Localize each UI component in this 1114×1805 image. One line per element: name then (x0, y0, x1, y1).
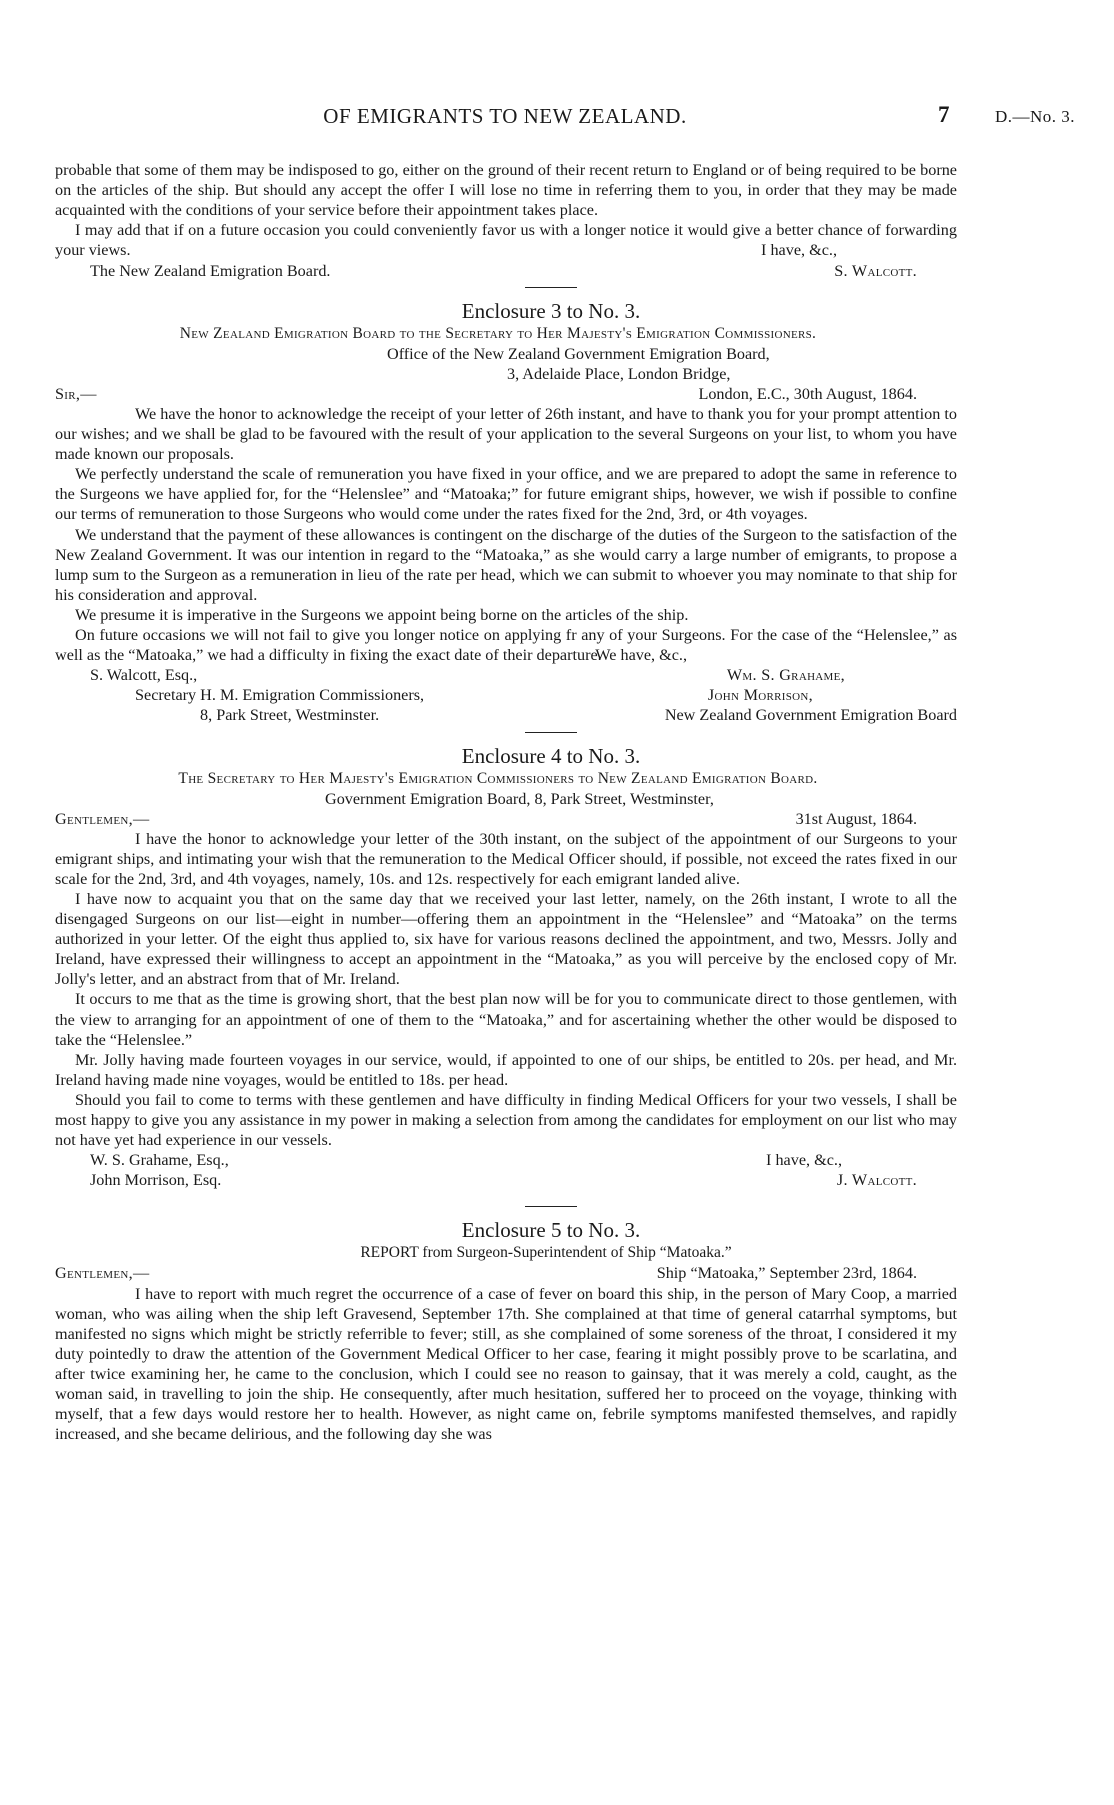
enclosure-3-address-1: Office of the New Zealand Government Emigration Board, (387, 344, 770, 363)
enclosure-3-signature-row-3 (55, 705, 957, 725)
enclosure-3-paragraph-3: We understand that the payment of these allowances is contingent on the discharge of the duties of the Surgeon to the satisfaction of the New Zealand Government. It was our intention in regard to the “Matoaka,” as she would carry a large number of emigrants, to propose a lump sum to the Surgeon as a remuneration in lieu of the rate per head, which we can submit to whoever you may nominate to that ship for his consideration and approval. (55, 525, 957, 604)
enclosure-5-salutation: Gentlemen,— (55, 1264, 150, 1283)
page-number: 7 (938, 102, 950, 127)
enclosure-4-address-1: Government Emigration Board, 8, Park Street, Westminster, (325, 789, 714, 808)
enclosure-3-signatory-2: John Morrison, (707, 686, 813, 705)
enclosure-4-recipient-2: John Morrison, Esq. (90, 1171, 222, 1190)
enclosure-3-subtitle: New Zealand Emigration Board to the Secretary to Her Majesty's Emigration Commissioners. (179, 324, 817, 342)
intro-paragraph-1: probable that some of them may be indisposed to go, either on the ground of their recent return to England or of being required to be borne on the articles of the ship. But should any accept the offer I will lose no time in referring them to you, in order that they may be made acquainted with the conditions of your service before their appointment takes place. (55, 161, 957, 220)
intro-paragraph-2: I may add that if on a future occasion you could conveniently favor us with a longer notice it would give a better chance of forwarding your views. (55, 221, 957, 260)
document-body (55, 160, 957, 1444)
enclosure-3-signature-row-1 (55, 665, 957, 685)
enclosure-3-paragraph-2: We perfectly understand the scale of remuneration you have fixed in your office, and we are prepared to adopt the same in reference to the Surgeons we have applied for, for the “Helenslee” and “Matoaka;” for future emigrant ships, however, we wish if possible to confine our terms of remuneration to those Surgeons who would come under the rates fixed for the 2nd, 3rd, or 4th voyages. (55, 465, 957, 524)
document-reference: D.—No. 3. (995, 107, 1076, 126)
enclosure-3-closing: We have, &c., (595, 646, 687, 665)
enclosure-3-title: Enclosure 3 to No. 3. (461, 298, 641, 323)
enclosure-5-subtitle: REPORT from Surgeon-Superintendent of Ship “Matoaka.” (360, 1244, 732, 1262)
enclosure-4-subtitle: The Secretary to Her Majesty's Emigration Commissioners to New Zealand Emigration Board. (178, 769, 818, 787)
enclosure-3-paragraph-5: On future occasions we will not fail to give you longer notice on applying fr any of your Surgeons. For the case of the “Helenslee,” as well as the “Matoaka,” we had a difficulty in fixing the exact date of their departure. (55, 625, 957, 665)
enclosure-3-paragraph-1: We have the honor to acknowledge the receipt of your letter of 26th instant, and have to thank you for your prompt attention to our wishes; and we shall be glad to be favoured with the result of your application to the several Surgeons on your list, to whom you have made known our proposals. (55, 404, 957, 464)
enclosure-3-date: London, E.C., 30th August, 1864. (698, 384, 917, 403)
enclosure-5-title: Enclosure 5 to No. 3. (461, 1218, 641, 1243)
enclosure-3-address-2: 3, Adelaide Place, London Bridge, (507, 364, 731, 383)
enclosure-4-signature-row-2 (55, 1170, 957, 1190)
enclosure-3-signatory-3: New Zealand Government Emigration Board (664, 706, 957, 725)
enclosure-4-signature-row-1 (55, 1150, 957, 1170)
intro-closing-row (55, 240, 957, 260)
enclosure-3-paragraph-4: We presume it is imperative in the Surgeons we appoint being borne on the articles of the ship. (75, 605, 689, 624)
intro-signature: S. Walcott. (834, 261, 917, 280)
enclosure-5-salutation-row (55, 1263, 957, 1283)
enclosure-3-salutation: Sir,— (55, 384, 97, 403)
enclosure-4-closing: I have, &c., (766, 1151, 842, 1170)
enclosure-4-salutation: Gentlemen,— (55, 809, 150, 828)
section-divider (525, 1206, 577, 1207)
enclosure-3-salutation-row (55, 384, 957, 404)
enclosure-4-paragraph-5: Should you fail to come to terms with these gentlemen and have difficulty in finding Medical Officers for your two vessels, I shall be most happy to give you any assistance in my power in making a selection from among the candidates for employment on our list who may not have yet had experience in our vessels. (55, 1090, 957, 1150)
intro-addressee: The New Zealand Emigration Board. (90, 261, 331, 280)
enclosure-4-title: Enclosure 4 to No. 3. (461, 743, 641, 768)
enclosure-4-recipient-1: W. S. Grahame, Esq., (90, 1151, 229, 1170)
intro-signature-row (55, 261, 957, 281)
enclosure-4-date: 31st August, 1864. (795, 809, 917, 828)
section-divider (525, 287, 577, 288)
enclosure-4-salutation-row (55, 809, 957, 829)
enclosure-3-signature-row-2 (55, 685, 957, 705)
enclosure-5-paragraph-1: I have to report with much regret the occurrence of a case of fever on board this ship, in the person of Mary Coop, a married woman, who was ailing when the ship left Gravesend, September 17th. She complained at that time of general catarrhal symptoms, but manifested no signs which might be strictly referrible to fever; still, as she complained of some soreness of the throat, I considered it my duty pointedly to draw the attention of the Government Medical Officer to her case, fearing it might possibly prove to be scarlatina, and after twice examining her, he came to the conclusion, which I could see no reason to gainsay, that it was merely a cold, caught, as the woman said, in travelling to join the ship. He consequently, after much hesitation, suffered her to proceed on the voyage, thinking with myself, that a few days would restore her to health. However, as night came on, febrile symptoms manifested themselves, and rapidly increased, and she became delirious, and the following day she was (55, 1284, 957, 1444)
enclosure-4-paragraph-3: It occurs to me that as the time is growing short, that the best plan now will be for you to communicate direct to those gentlemen, with the view to arranging for an appointment of one of them to the “Matoaka,” and for ascertaining whether the other would be disposed to take the “Helenslee.” (55, 990, 957, 1049)
enclosure-5-date: Ship “Matoaka,” September 23rd, 1864. (656, 1264, 917, 1283)
enclosure-4-paragraph-1: I have the honor to acknowledge your letter of the 30th instant, on the subject of the appointment of our Surgeons to your emigrant ships, and intimating your wish that the remuneration to the Medical Officer should, if possible, not exceed the rates fixed in our scale for the 2nd, 3rd, and 4th voyages, namely, 10s. and 12s. respectively for each emigrant landed alive. (55, 829, 957, 888)
enclosure-3-recipient-2: Secretary H. M. Emigration Commissioners, (135, 686, 425, 705)
running-header (0, 104, 1114, 134)
enclosure-4-signature: J. Walcott. (836, 1171, 917, 1190)
intro-closing: I have, &c., (761, 241, 837, 260)
enclosure-4-paragraph-2: I have now to acquaint you that on the same day that we received your last letter, namely, on the 26th instant, I wrote to all the disengaged Surgeons on our list—eight in number—offering them an appointment in the “Helenslee” and “Matoaka” on the terms authorized in your letter. Of the eight thus applied to, six have for various reasons declined the appointment, and two, Messrs. Jolly and Ireland, have expressed their willingness to accept an appointment in the “Matoaka,” as you will perceive by the enclosed copy of Mr. Jolly's letter, and an abstract from that of Mr. Ireland. (55, 890, 957, 989)
enclosure-3-recipient-3: 8, Park Street, Westminster. (200, 706, 380, 725)
section-divider (525, 732, 577, 733)
enclosure-4-paragraph-4: Mr. Jolly having made fourteen voyages in our service, would, if appointed to one of our ships, be entitled to 20s. per head, and Mr. Ireland having made nine voyages, would be entitled to 18s. per head. (55, 1050, 957, 1089)
enclosure-3-recipient-1: S. Walcott, Esq., (90, 666, 198, 685)
running-title: OF EMIGRANTS TO NEW ZEALAND. (323, 104, 687, 128)
enclosure-3-signatory-1: Wm. S. Grahame, (726, 666, 845, 685)
